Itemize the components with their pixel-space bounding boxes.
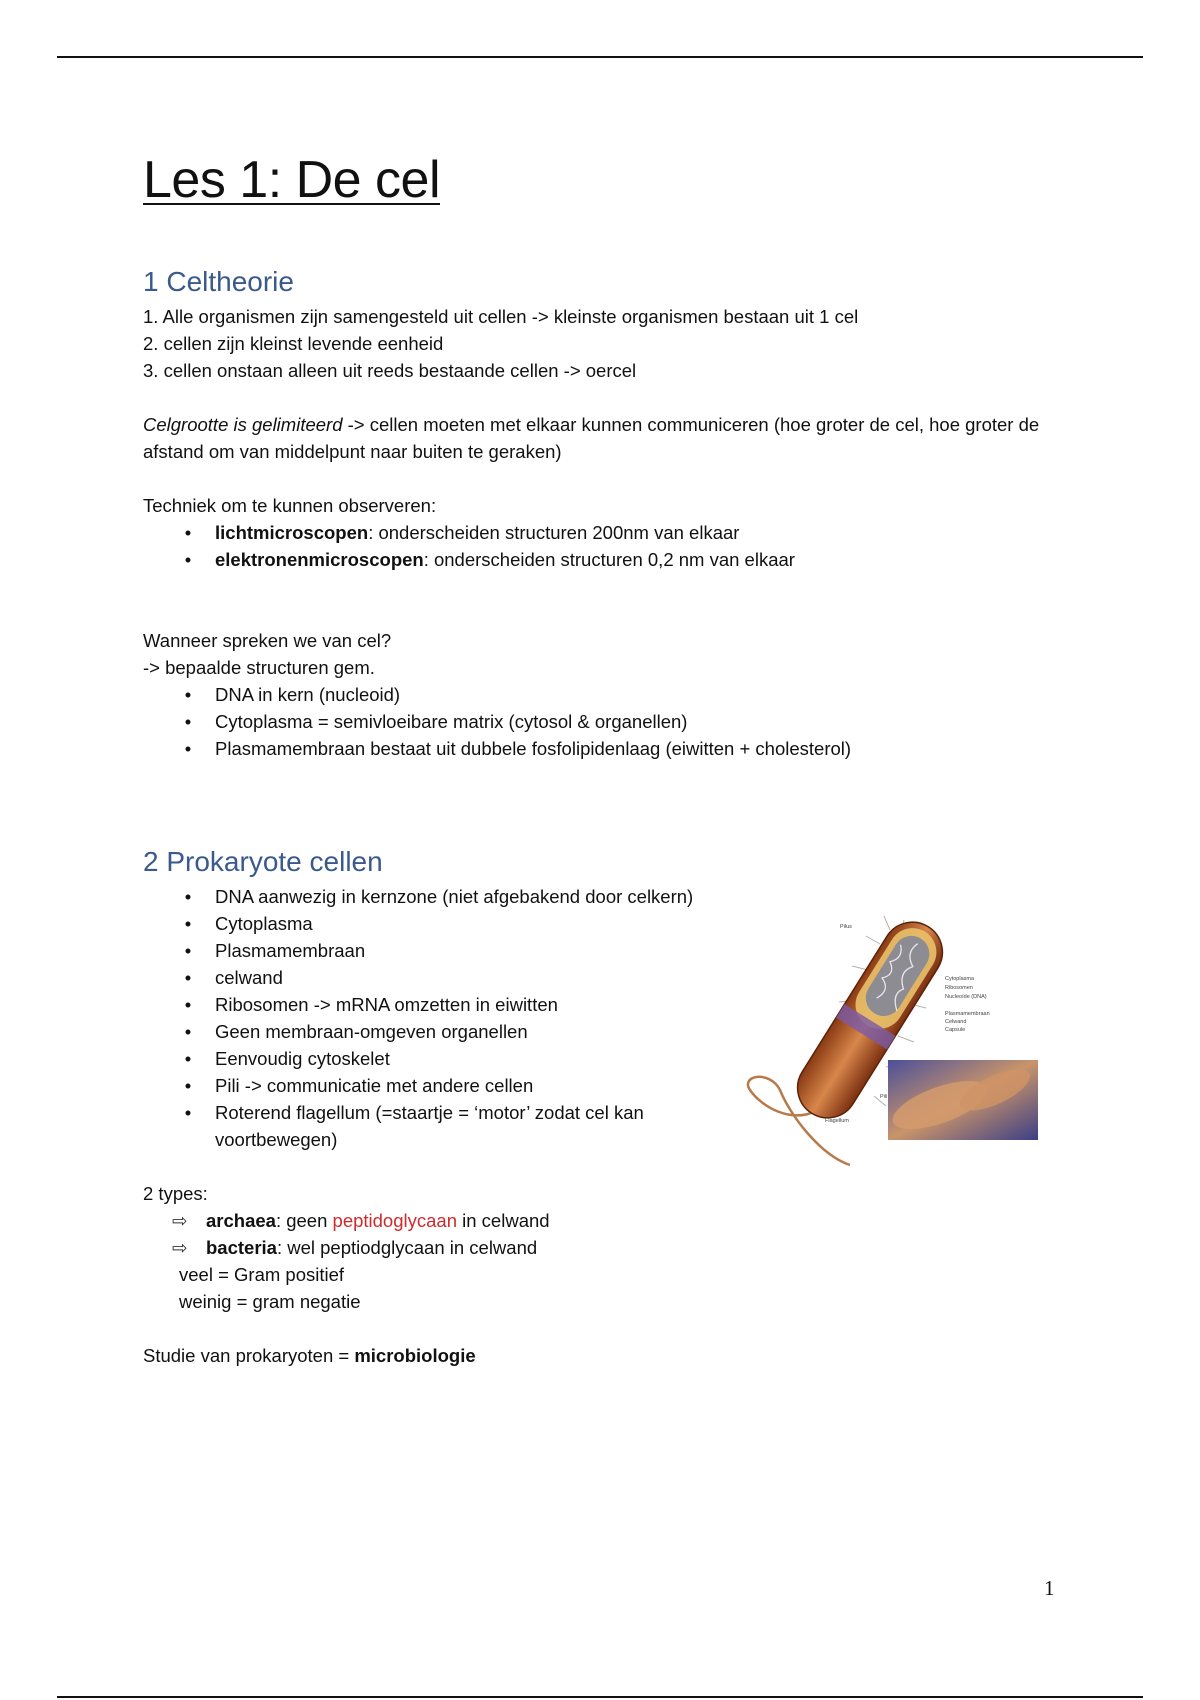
- study-text: Studie van prokaryoten =: [143, 1345, 355, 1366]
- top-rule: [57, 56, 1143, 58]
- numbered-item: 2. cellen zijn kleinst levende eenheid: [143, 333, 444, 354]
- type-text: : wel peptiodglycaan in celwand: [276, 1237, 538, 1258]
- numbered-item: 1. Alle organismen zijn samengesteld uit cellen -> kleinste organismen bestaan uit 1 cel: [143, 306, 859, 327]
- feature-item: celwand: [215, 967, 283, 988]
- arrow-right-icon: ⇨: [172, 1237, 188, 1258]
- arrow-right-icon: ⇨: [172, 1210, 188, 1231]
- type-text: in celwand: [457, 1210, 550, 1231]
- feature-item: Ribosomen -> mRNA omzetten in eiwitten: [215, 994, 558, 1015]
- size-note: [143, 411, 1073, 465]
- bullet-dot-icon: •: [184, 1048, 192, 1069]
- figure-label: Flagellum: [825, 1118, 849, 1124]
- type-term: archaea: [206, 1210, 276, 1231]
- figure-label: Capsule: [945, 1027, 966, 1033]
- bullet-dot-icon: •: [184, 1075, 192, 1096]
- feature-item: Eenvoudig cytoskelet: [215, 1048, 390, 1069]
- technique-term: elektronenmicroscopen: [215, 549, 424, 570]
- question: Wanneer spreken we van cel?: [143, 630, 392, 651]
- gram-line: weinig = gram negatie: [179, 1291, 361, 1312]
- structure-item: DNA in kern (nucleoid): [215, 684, 401, 705]
- highlight-text: peptidoglycaan: [332, 1210, 457, 1231]
- prokaryote-cell-figure: [740, 900, 1040, 1180]
- page-number: 1: [1044, 1576, 1055, 1600]
- page-title: Les 1: De cel: [143, 151, 440, 209]
- bullet-dot-icon: •: [184, 1102, 192, 1123]
- figure-label: Plasmamembraan: [945, 1011, 990, 1017]
- section-heading-prokaryote: 2 Prokaryote cellen: [143, 846, 383, 877]
- feature-item: Plasmamembraan: [215, 940, 366, 961]
- bacterium-illustration: [740, 900, 1040, 1180]
- figure-label: Pilus: [840, 924, 852, 930]
- bullet-dot-icon: •: [184, 1021, 192, 1042]
- feature-item: Roterend flagellum (=staartje = ‘motor’ zodat cel kan voortbewegen): [215, 1102, 644, 1150]
- study-term: microbiologie: [354, 1345, 476, 1366]
- technique-desc: : onderscheiden structuren 200nm van elkaar: [368, 522, 740, 543]
- numbered-item: 3. cellen onstaan alleen uit reeds bestaande cellen -> oercel: [143, 360, 637, 381]
- type-item: [172, 1234, 537, 1261]
- bullet-dot-icon: •: [184, 913, 192, 934]
- bottom-rule: [57, 1696, 1143, 1698]
- technique-desc: : onderscheiden structuren 0,2 nm van elkaar: [423, 549, 795, 570]
- answer: -> bepaalde structuren gem.: [143, 657, 375, 678]
- type-term: bacteria: [206, 1237, 277, 1258]
- structure-item: Plasmamembraan bestaat uit dubbele fosfolipidenlaag (eiwitten + cholesterol): [215, 738, 852, 759]
- bullet-dot-icon: •: [184, 522, 192, 543]
- figure-label: Celwand: [945, 1019, 967, 1025]
- bullet-dot-icon: •: [184, 738, 192, 759]
- type-item: [172, 1207, 550, 1234]
- bullet-dot-icon: •: [184, 994, 192, 1015]
- types-intro: 2 types:: [143, 1183, 208, 1204]
- bullet-dot-icon: •: [184, 549, 192, 570]
- size-note-emphasis: Celgrootte is gelimiteerd: [143, 414, 343, 435]
- gram-line: veel = Gram positief: [179, 1264, 345, 1285]
- feature-item: Geen membraan-omgeven organellen: [215, 1021, 528, 1042]
- type-text: : geen: [275, 1210, 333, 1231]
- figure-label: Ribosomen: [945, 985, 973, 991]
- size-note-text: -> cellen moeten met elkaar kunnen communiceren (hoe groter de cel, hoe groter de afstand om van middelpunt naar buiten te geraken): [143, 414, 1040, 462]
- feature-item: Cytoplasma: [215, 913, 313, 934]
- figure-label: Cytoplasma: [945, 976, 975, 982]
- figure-label: Nucleoïde (DNA): [945, 994, 987, 1000]
- bullet-dot-icon: •: [184, 711, 192, 732]
- bullet-dot-icon: •: [184, 967, 192, 988]
- figure-label: Pili: [880, 1094, 888, 1100]
- bullet-dot-icon: •: [184, 940, 192, 961]
- structure-item: Cytoplasma = semivloeibare matrix (cytosol & organellen): [215, 711, 688, 732]
- bullet-dot-icon: •: [184, 886, 192, 907]
- bullet-dot-icon: •: [184, 684, 192, 705]
- feature-item: DNA aanwezig in kernzone (niet afgebakend door celkern): [215, 886, 694, 907]
- technique-term: lichtmicroscopen: [215, 522, 369, 543]
- feature-item: Pili -> communicatie met andere cellen: [215, 1075, 534, 1096]
- section-heading-celtheorie: 1 Celtheorie: [143, 266, 294, 297]
- study-line: [143, 1342, 476, 1369]
- technique-intro: Techniek om te kunnen observeren:: [143, 495, 437, 516]
